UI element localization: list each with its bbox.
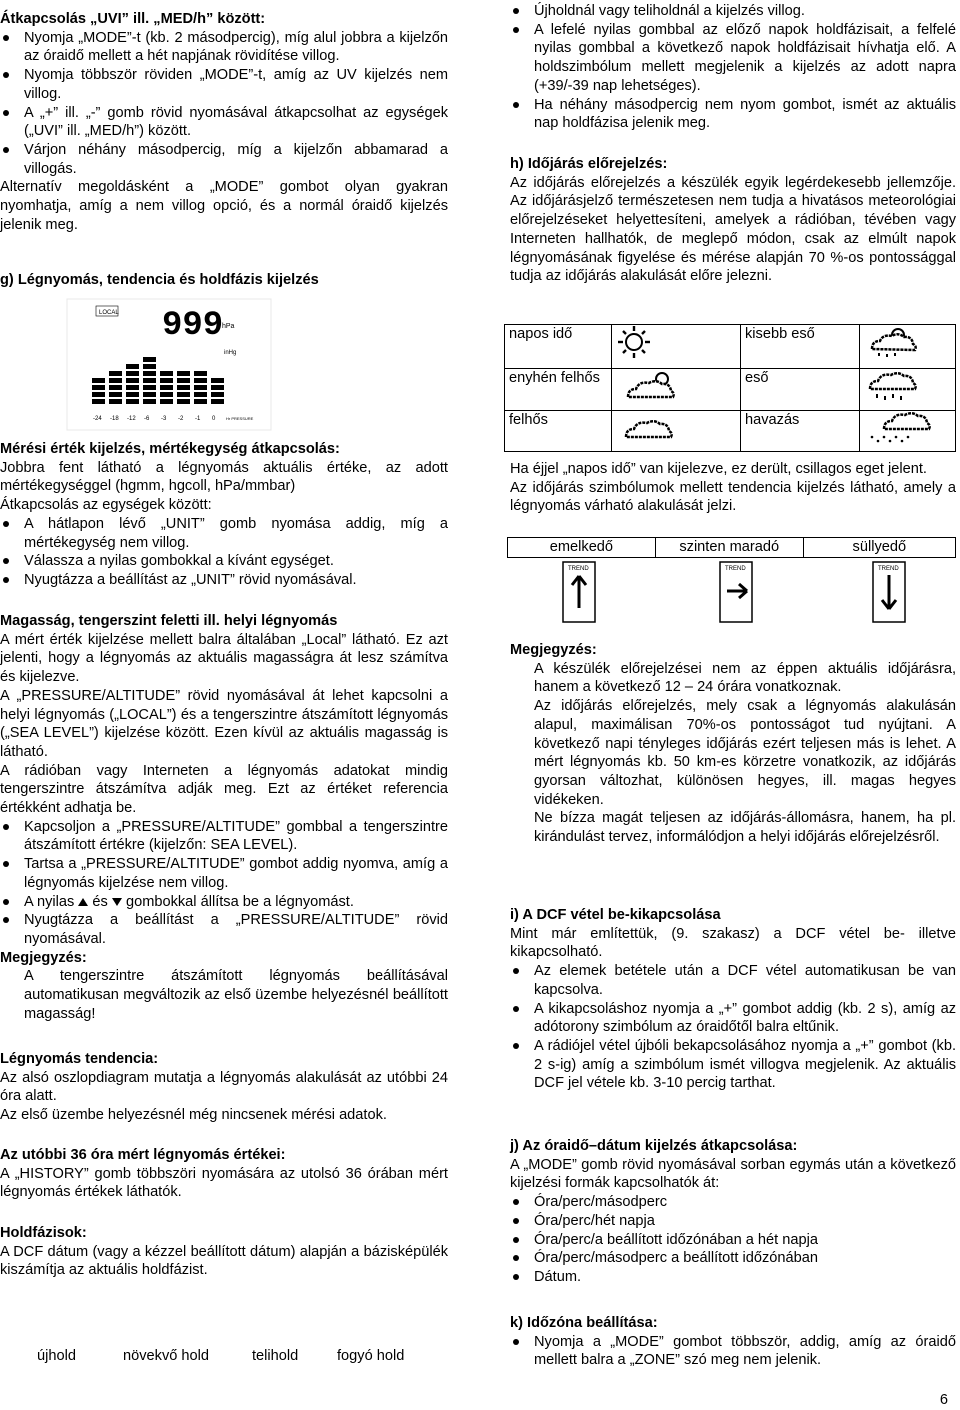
- table-cell: szinten maradó: [655, 538, 803, 558]
- trend-up-icon: [562, 561, 596, 623]
- table-cell: enyhén felhős: [505, 369, 612, 411]
- forecast-heading: h) Időjárás előrejelzés:: [510, 156, 668, 172]
- bar-segment: [194, 385, 207, 390]
- table-cell: [612, 325, 741, 369]
- trend-p1: Az alsó oszlopdiagram mutatja a légnyomás alakulását az utóbbi 24 óra alatt.: [0, 1069, 448, 1105]
- cloud-icon: [616, 411, 696, 445]
- time-date-list: [510, 1193, 956, 1287]
- trend-steady-label: TREND: [725, 566, 746, 572]
- axis-tick-label: -2: [178, 416, 184, 422]
- bar-segment: [177, 392, 190, 397]
- bar-segment: [177, 378, 190, 383]
- table-cell: havazás: [741, 411, 860, 452]
- notes-heading: Megjegyzés:: [510, 642, 597, 658]
- list-item: Várjon néhány másodpercig, míg a kijelzőn abbamarad a villogás.: [0, 141, 448, 178]
- table-cell: süllyedő: [803, 538, 955, 558]
- table-cell: [612, 369, 741, 411]
- moon-heading: Holdfázisok:: [0, 1225, 87, 1241]
- bar-segment: [194, 371, 207, 376]
- table-cell: felhős: [505, 411, 612, 452]
- bar-segment: [211, 378, 224, 383]
- dcf-text: Mint már említettük, (9. szakasz) a DCF vétel be- illetve kikapcsolható.: [510, 925, 956, 961]
- arrow-item-text-c: gombokkal állítsa be a légnyomást.: [125, 893, 354, 910]
- bar-segment: [126, 385, 139, 390]
- axis-suffix: Hr PRESSURE: [226, 416, 254, 421]
- dcf-heading: i) A DCF vétel be-kikapcsolása: [510, 907, 721, 923]
- bar-segment: [109, 392, 122, 397]
- notes-p2: Az időjárás előrejelzés, mely csak a légnyomás alakulásán alapul, maximálisan 70%-os pontosságot tud nyújtani. A következő napi tényleges időjárás ezért teljesen más is lehet. A mért légnyomás kb. 50 km-es körzetre vonatkozik, az időjárás gyorsan változhat, különösen hegyes, ill. magas hegyes vidékeken.: [534, 698, 956, 808]
- uvi-section: [0, 10, 448, 234]
- time-date-section: [510, 1137, 956, 1287]
- moon-label-waning: fogyó hold: [337, 1348, 405, 1364]
- bar-segment: [143, 385, 156, 390]
- axis-tick-label: -1: [195, 416, 201, 422]
- bar-segment: [211, 385, 224, 390]
- cloud-sun-icon: [616, 369, 696, 403]
- uvi-list: [0, 29, 448, 179]
- bar-segment: [160, 385, 173, 390]
- forecast-notes: [510, 641, 956, 847]
- list-item: Nyomja a „MODE” gombot többször, addig, amíg az óraidő mellett balra a „ZONE” szó meg nem jelenik.: [510, 1333, 956, 1370]
- trend-down-label: TREND: [878, 566, 899, 572]
- table-cell: [860, 369, 956, 411]
- moon-label-full: telihold: [252, 1348, 299, 1364]
- moon-list: [510, 2, 956, 133]
- bar-segment: [126, 392, 139, 397]
- list-item: A rádiójel vétel újbóli bekapcsolásához nyomja a „+” gombot (kb. 2 s-ig) amíg a szimbólum ismét villogva megjelenik. Az aktuális DCF jel vétele kb. 3-10 percig tarthat.: [510, 1037, 956, 1093]
- timezone-section: [510, 1314, 956, 1370]
- table-cell: kisebb eső: [741, 325, 860, 369]
- trend-steady-icon: [719, 561, 753, 623]
- display-value: 999: [162, 307, 224, 345]
- moon-label-new: újhold: [37, 1348, 76, 1364]
- list-item: Ha néhány másodpercig nem nyom gombot, ismét az aktuális nap holdfázisa jelenik meg.: [510, 96, 956, 133]
- cloud-rain-icon: [864, 369, 944, 403]
- list-item: Az elemek betétele után a DCF vétel automatikusan be van kapcsolva.: [510, 962, 956, 999]
- section-g-heading: g) Légnyomás, tendencia és holdfázis kijelzés: [0, 272, 319, 288]
- axis-tick-label: -6: [144, 416, 150, 422]
- list-item: Óra/perc/másodperc: [510, 1193, 956, 1212]
- bar-segment: [143, 378, 156, 383]
- history-section: [0, 1146, 448, 1202]
- table-cell: [612, 411, 741, 452]
- bar-segment: [143, 399, 156, 404]
- table-cell: eső: [741, 369, 860, 411]
- table-cell: [860, 411, 956, 452]
- axis-tick-label: -18: [110, 416, 119, 422]
- moon-text: A DCF dátum (vagy a kézzel beállított dátum) alapján a bázisképülék kiszámítja az aktuális holdfázist.: [0, 1243, 448, 1279]
- list-item: A hátlapon lévő „UNIT” gomb nyomása addig, míg a mértékegység nem villog.: [0, 515, 448, 552]
- night-section: [510, 460, 956, 516]
- bar-segment: [177, 385, 190, 390]
- table-cell: napos idő: [505, 325, 612, 369]
- altitude-heading: Magasság, tengerszint feletti ill. helyi légnyomás: [0, 613, 338, 629]
- moon-label-waxing: növekvő hold: [123, 1348, 210, 1364]
- bar-segment: [126, 371, 139, 376]
- bar-segment: [177, 399, 190, 404]
- trend-down-icon: [872, 561, 906, 623]
- dcf-section: [510, 906, 956, 1093]
- bar-segment: [194, 378, 207, 383]
- list-item: Tartsa a „PRESSURE/ALTITUDE” gombot addig nyomva, amíg a légnyomás kijelzése nem villog.: [0, 855, 448, 892]
- notes-p3: Ne bízza magát teljesen az időjárás-állomásra, hanem, ha pl. kirándulást tervez, informálódjon a helyi időjárás előrejelzésről.: [534, 810, 956, 846]
- bar-segment: [211, 392, 224, 397]
- trend-table: [507, 537, 956, 558]
- bar-segment: [126, 399, 139, 404]
- arrow-item-text-a: A nyilas: [24, 893, 75, 910]
- measurement-p1: Jobbra fent látható a légnyomás aktuális értéke, az adott mértékegységgel (hgmm, hgcoll, hPa/mmbar): [0, 459, 448, 495]
- arrow-up-icon: [78, 898, 88, 906]
- list-item: Válassza a nyilas gombokkal a kívánt egységet.: [0, 552, 448, 571]
- sun-icon: [616, 325, 656, 359]
- bar-segment: [160, 399, 173, 404]
- bar-segment: [109, 378, 122, 383]
- timezone-heading: k) Időzóna beállítása:: [510, 1315, 658, 1331]
- altitude-p1: A mért érték kijelzése mellett balra általában „Local” látható. Ez azt jelenti, hogy a légnyomás az aktuális magasságra át lesz számítva és kijelezve.: [0, 631, 448, 686]
- measurement-heading: Mérési érték kijelzés, mértékegység átkapcsolás:: [0, 441, 340, 457]
- axis-tick-label: -3: [161, 416, 167, 422]
- table-cell: emelkedő: [508, 538, 656, 558]
- bar-segment: [211, 399, 224, 404]
- time-date-heading: j) Az óraidő–dátum kijelzés átkapcsolása:: [510, 1138, 798, 1154]
- bar-segment: [160, 392, 173, 397]
- trend-up-label: TREND: [568, 566, 589, 572]
- arrow-item-text-b: és: [92, 893, 108, 910]
- bar-segment: [109, 385, 122, 390]
- bar-segment: [160, 378, 173, 383]
- uvi-heading: Átkapcsolás „UVI” ill. „MED/h” között:: [0, 11, 266, 27]
- table-row: [505, 325, 956, 369]
- axis-tick-label: -12: [127, 416, 136, 422]
- list-item: Újholdnál vagy teliholdnál a kijelzés villog.: [510, 2, 956, 21]
- bar-segment: [143, 364, 156, 369]
- list-item: Nyugtázza a beállítást az „UNIT” rövid nyomásával.: [0, 571, 448, 590]
- measurement-p2: Átkapcsolás az egységek között:: [0, 497, 212, 514]
- axis-tick-label: -24: [93, 416, 102, 422]
- bar-segment: [160, 371, 173, 376]
- bar-segment: [143, 392, 156, 397]
- cloud-snow-icon: [864, 411, 944, 445]
- cloud-sun-light-rain-icon: [864, 325, 944, 359]
- altitude-p2: A „PRESSURE/ALTITUDE” rövid nyomásával át lehet kapcsolni a helyi légnyomás („LOCAL”) és a tengerszintre átszámított légnyomás („SEA LEVEL”) kijelzése között. Ezen kívül az aktuális magasság is látható.: [0, 687, 448, 760]
- table-row: [505, 369, 956, 411]
- bar-segment: [92, 392, 105, 397]
- bar-segment: [126, 364, 139, 369]
- night-p1: Ha éjjel „napos idő” van kijelezve, ez derült, csillagos eget jelent.: [510, 461, 927, 477]
- time-date-text: A „MODE” gomb rövid nyomásával sorban egymás után a következő kijelzési formák kapcsolhatók át:: [510, 1156, 956, 1192]
- page-number: 6: [939, 1392, 948, 1408]
- moon-section: [0, 1224, 448, 1280]
- bar-segment: [194, 399, 207, 404]
- bar-segment: [177, 371, 190, 376]
- forecast-text: Az időjárás előrejelzés a készülék egyik legérdekesebb jellemzője. Az időjárásjelző természetesen nem tudja a hivatásos meteorológiai előrejelzéseket helyettesíteni, amelyek a rádióban, tévében vagy Interneten hallhatók, de meglepő módon, csak az elmúlt napok légnyomásának figyelése és mérése alapján 70 %-os pontossággal tudja az időjárás alakulását előre jelezni.: [510, 174, 956, 285]
- night-p2: Az időjárás szimbólumok mellett tendencia kijelzés látható, amely a légnyomás várható alakulását jelzi.: [510, 479, 956, 515]
- list-item: A lefelé nyilas gombbal az előző napok holdfázisait, a felfelé nyilas gombbal a következő napok holdfázisait hívhatja elő. A holdszimbólum mellett megjelenik a kijelzés az adott napra (+39/-39 nap lehetséges).: [510, 21, 956, 96]
- list-item: Kapcsoljon a „PRESSURE/ALTITUDE” gombbal a tengerszintre átszámított értékre (kijelzőn: SEA LEVEL).: [0, 818, 448, 855]
- trend-heading: Légnyomás tendencia:: [0, 1051, 159, 1067]
- table-row: [505, 411, 956, 452]
- display-unit: hPa: [222, 323, 235, 330]
- uvi-alternative: Alternatív megoldásként a „MODE” gombot olyan gyakran nyomhatja, amíg a nem villog opció, és a normál óraidő kijelzés jelenik meg.: [0, 179, 448, 233]
- list-item: Nyugtázza a beállítást a „PRESSURE/ALTITUDE” rövid nyomásával.: [0, 911, 448, 948]
- bar-segment: [109, 371, 122, 376]
- list-item: Óra/perc/a beállított időzónában a hét napja: [510, 1231, 956, 1250]
- list-item: Nyomja többször röviden „MODE”-t, amíg az UV kijelzés nem villog.: [0, 66, 448, 103]
- pressure-display-figure: [66, 298, 272, 431]
- display-inhg: inHg: [224, 350, 237, 356]
- note-text: A tengerszintre átszámított légnyomás beállításával automatikusan megváltozik az első üzembe helyezésnél beállított magasság!: [24, 968, 448, 1022]
- list-item: A kikapcsoláshoz nyomja a „+” gombot addig (kb. 2 s), amíg az adótorony szimbólum az óraidőtől balra eltűnik.: [510, 1000, 956, 1037]
- history-text: A „HISTORY” gomb többszöri nyomására az utolsó 36 órában mért légnyomás értékek láthatók.: [0, 1165, 448, 1201]
- bar-segment: [143, 371, 156, 376]
- bar-segment: [194, 392, 207, 397]
- list-item: Óra/perc/másodperc a beállított időzónában: [510, 1249, 956, 1268]
- bar-segment: [92, 385, 105, 390]
- trend-p2: Az első üzembe helyezésnél még nincsenek mérési adatok.: [0, 1107, 387, 1124]
- display-unit-label: LOCAL: [99, 310, 119, 316]
- list-item: Nyomja „MODE”-t (kb. 2 másodpercig), míg alul jobbra a kijelzőn az óraidő mellett a hét napjának rövidítése villog.: [0, 29, 448, 66]
- dcf-list: [510, 962, 956, 1093]
- list-item: [0, 893, 448, 912]
- bar-segment: [92, 399, 105, 404]
- axis-tick-label: 0: [212, 416, 216, 422]
- history-heading: Az utóbbi 36 óra mért légnyomás értékei:: [0, 1147, 286, 1163]
- altitude-list: [0, 818, 448, 949]
- forecast-section: [510, 155, 956, 286]
- arrow-down-icon: [112, 898, 122, 906]
- pressure-display-svg: [66, 298, 272, 431]
- table-cell: [860, 325, 956, 369]
- altitude-p3: A rádióban vagy Interneten a légnyomás adatokat mindig tengerszintre átszámítva adják meg. Ezt az értéket referencia értékként adhatja be.: [0, 762, 448, 817]
- trend-section: [0, 1050, 448, 1125]
- table-row: [508, 538, 956, 558]
- note-heading: Megjegyzés:: [0, 949, 87, 966]
- bar-segment: [126, 378, 139, 383]
- notes-p1: A készülék előrejelzései nem az éppen aktuális időjárásra, hanem a következő 12 – 24 órára vonatkoznak.: [534, 660, 956, 696]
- altitude-section: [0, 612, 448, 1023]
- bar-segment: [92, 378, 105, 383]
- measurement-section: [0, 440, 448, 590]
- measurement-list: [0, 515, 448, 590]
- list-item: Óra/perc/hét napja: [510, 1212, 956, 1231]
- bar-segment: [109, 399, 122, 404]
- bar-segment: [143, 357, 156, 362]
- timezone-list: [510, 1333, 956, 1370]
- list-item: Dátum.: [510, 1268, 956, 1287]
- list-item: A „+” ill. „-” gomb rövid nyomásával átkapcsolhat az egységek („UVI” ill. „MED/h”) között.: [0, 104, 448, 141]
- weather-symbol-table: [504, 324, 956, 452]
